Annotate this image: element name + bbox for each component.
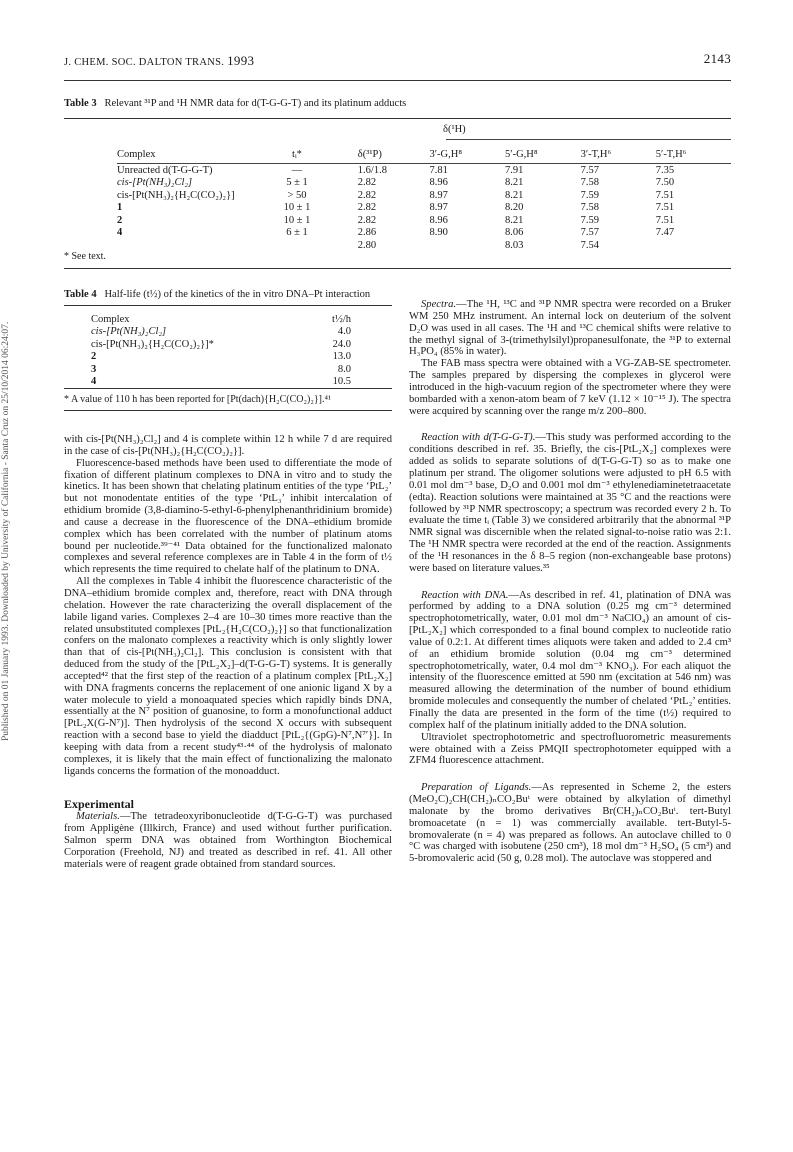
paragraph: All the complexes in Table 4 inhibit the fluorescence characteristic of the DNA–ethidium bromide complex and, therefore, react with DNA through chelation. However the rate characterizing the overall displacement of the labile ligand varies. Complexes 2–4 are 10–30 times more reactive than the related unsubstituted complexes [PtL₂{H₂C(CO₂)₂}] so that functionalization confers on the malonato complexes a reactivity which is only slightly lower than that of cis-[Pt(NH₃)₂Cl₂]. This conclusion is consistent with that deduced from the study of the [PtL₂X₂]–d(T-G-G-T) systems. It is generally accepted⁴² that the first step of the reaction of a platinum complex [PtL₂X₂] with DNA fragments concerns the replacement of one anionic ligand X by a water molecule to yield a monoaquated species which rapidly binds DNA, essentially at the N⁷ position of guanosine, to form a monofunctional adduct [PtL₂X(G-N⁷)]. Then hydrolysis of the second X occurs with subsequent reaction with a second base to yield the diadduct [PtL₂{(GpG)-N⁷,N⁷′}]. In keeping with data from a recent study⁴³·⁴⁴ of the hydrolysis of malonato complexes, it is likely that the main effect of functionalizing the malonato ligands concerns the formation of the monoadduct. bbox=[64, 576, 392, 777]
paragraph: Fluorescence-based methods have been used to differentiate the mode of fixation of different platinum complexes to DNA in vitro and to study the kinetics. It has been shown that chelating platinum entities of the type ‘PtL₂’ but not monodentate entities of the type ‘PtL₃’ inhibit intercalation of ethidium bromide (3,8-diamino-5-ethyl-6-phenylphenanthridinium bromide) and cause a decrease in the fluorescence of the DNA–ethidium bromide complex which has been correlated with the number of platinum atoms bound per nucleotide.³⁹⁻⁴¹ Data obtained for the functionalized malonato complexes and several reference complexes are in Table 4 in the form of t½ which represents the time required to chelate half of the platinum to DNA. bbox=[64, 457, 392, 576]
table4-footnote: * A value of 110 h has been reported for [Pt(dach){H₂C(CO₂)₂}].⁴¹ bbox=[64, 394, 331, 405]
table-row: cis-[Pt(NH₃)₂{H₂C(CO₂)₂}] > 50 2.82 8.97 8.21 7.59 7.51 bbox=[117, 189, 675, 201]
table4-top-rule bbox=[64, 305, 392, 306]
table-row: 2 13.0 bbox=[91, 351, 351, 363]
section-heading-experimental: Experimental bbox=[64, 797, 134, 812]
table-row: 3 8.0 bbox=[91, 363, 351, 375]
paragraph-fab: The FAB mass spectra were obtained with a VG-ZAB-SE spectrometer. The samples prepared by dispersing the complexes in glycerol were introduced in the high-vacuum region of the spectrometer where they were bombarded with a xenon-atom beam of 7 keV (1.12 × 10⁻¹⁵ J). The spectra were acquired by scanning over the range m/z 200–800. bbox=[409, 358, 731, 417]
table3-bottom-rule bbox=[64, 268, 731, 269]
table3-caption: Table 3 Relevant ³¹P and ¹H NMR data for d(T-G-G-T) and its platinum adducts bbox=[64, 98, 407, 109]
table-row: 2.80 8.03 7.54 bbox=[357, 239, 599, 251]
table-header-row: Complex tᵢ* δ(³¹P) 3′-G,H⁸ 5′-G,H⁸ 3′-T,H⁶ 5′-T,H⁶ bbox=[117, 149, 687, 160]
table-row: cis-[Pt(NH₃)₂Cl₂] 4.0 bbox=[91, 326, 351, 338]
table4-footnote-rule bbox=[64, 410, 392, 411]
download-watermark: Published on 01 January 1993. Downloaded by University of California - Santa Cruz on 25/10/2014 06:24:07. bbox=[1, 321, 11, 741]
table-row: 4 10.5 bbox=[91, 375, 351, 387]
table4-caption: Table 4 Half-life (t½) of the kinetics of the in vitro DNA–Pt interaction bbox=[64, 289, 371, 300]
paragraph-ligands: Preparation of Ligands.—As represented in Scheme 2, the esters (MeO₂C)₂CH(CH₂)ₙCO₂Buᵗ were obtained by alkylation of dimethyl malonate by the bromo derivatives Br(CH₂)ₙCO₂Buᵗ. tert-Butyl bromoacetate (n = 1) was commercially available. tert-Butyl-5-bromovalerate (n = 4) was prepared as follows. An autoclave chilled to 0 °C was charged with isobutene (250 cm³), 18 mol dm⁻³ H₂SO₄ (5 cm³) and 5-bromovaleric acid (50 g, 0.28 mol). The autoclave was stoppered and bbox=[409, 782, 731, 865]
journal-year: 1993 bbox=[227, 53, 255, 68]
table-row: cis-[Pt(NH₃)₂Cl₂] 5 ± 1 2.82 8.96 8.21 7.58 7.50 bbox=[117, 177, 675, 188]
table3-top-rule bbox=[64, 118, 731, 119]
table3-header-rule bbox=[117, 163, 731, 164]
table-row: cis-[Pt(NH₃)₂{H₂C(CO₂)₂}]* 24.0 bbox=[91, 338, 351, 350]
table3-grid bbox=[117, 149, 731, 252]
paragraph-reaction-dtggt: Reaction with d(T-G-G-T).—This study was performed according to the conditions described in ref. 35. Briefly, the cis-[PtL₂X₂] complexes were added as solids to separate solutions of d(T-G-G-T) so as to make one platinum per strand. The oligomer solutions were adjusted to pH 6.5 with 0.01 mol dm⁻³ base, D₂O and 0.001 mol dm⁻³ ethylenediaminetetraacetate (edta). Reaction solutions were maintained at 35 °C and the reactions were followed by ³¹P NMR spectroscopy; a spectrum was recorded every 2 h. To evaluate the time tᵢ (Table 3) we considered arbitrarily that the abnormal ³¹P NMR signal was discernible when the related signal-to-noise ratio was 2:1. The ¹H NMR spectra were recorded at the end of the reaction. Assignments of the ¹H resonances in the δ 8–5 region (non-exchangeable base protons) were based on literature values.³⁵ bbox=[409, 432, 731, 574]
left-column bbox=[64, 434, 392, 871]
paragraph-spectra: Spectra.—The ¹H, ¹³C and ³¹P NMR spectra were recorded on a Bruker WM 250 MHz instrument. An internal lock on deuterium of the solvent D₂O was used in all cases. The ¹H and ¹³C chemical shifts were relative to the methyl signal of 3-(trimethylsilyl)propanesulfonate, the ³¹P to external H₃PO₄ (85% in water). bbox=[409, 299, 731, 358]
table-row: 4 6 ± 1 2.86 8.90 8.06 7.57 7.47 bbox=[117, 227, 675, 238]
table-row: 1 10 ± 1 2.82 8.97 8.20 7.58 7.51 bbox=[117, 202, 675, 213]
journal-name: J. CHEM. SOC. DALTON TRANS. 1993 bbox=[64, 53, 255, 68]
table4-bottom-rule bbox=[64, 388, 392, 389]
running-header bbox=[64, 51, 731, 69]
table3-delta-h-label: δ(¹H) bbox=[443, 124, 466, 135]
header-rule bbox=[64, 80, 731, 81]
paragraph-uv: Ultraviolet spectrophotometric and spectrofluorometric measurements were obtained with a Zeiss PMQII spectrophotometer equipped with a ZFM4 fluorescence attachment. bbox=[409, 731, 731, 767]
paragraph-materials: Materials.—The tetradeoxyribonucleotide d(T-G-G-T) was purchased from Appligène (Illkirch, France) and used without further purification. Salmon sperm DNA was obtained from Worthington Biochemical Corporation (Freehold, NJ) and treated as described in ref. 41. All other materials were of reagent grade obtained from standard sources. bbox=[64, 811, 392, 870]
table4-grid bbox=[91, 314, 351, 388]
paragraph: with cis-[Pt(NH₃)₂Cl₂] and 4 is complete within 12 h while 7 d are required in the case of cis-[Pt(NH₃)₂{H₂C(CO₂)₂}]. bbox=[64, 434, 392, 457]
right-column bbox=[409, 299, 731, 865]
paragraph-reaction-dna: Reaction with DNA.—As described in ref. 41, platination of DNA was performed by adding to a DNA solution (0.25 mg cm⁻³ determined spectrophotometrically, water, 0.01 mol dm⁻³ NaClO₄) an amount of cis-[PtL₂X₂] which corresponded to a final bound complex to nucleotide ratio value of 0.2:1. At different times aliquots were taken and added to 2.4 cm³ of an ethidium bromide solution (0.04 mg cm⁻³ determined spectrophotometrically, water, 0.4 mol dm⁻³ KNO₃). For each aliquot the intensity of the fluorescence emitted at 590 nm (excitation at 546 nm) was measured allowing the determination of the number of bound ethidium bromide molecules and consequently the number of chelated ‘PtL₂’ entities. Finally the data are presented in the form of the time (t½) required to complex half of the platinum initially added to the DNA solution. bbox=[409, 589, 731, 731]
table-row: Unreacted d(T-G-G-T) — 1.6/1.8 7.81 7.91 7.57 7.35 bbox=[117, 164, 675, 176]
table-row: 2 10 ± 1 2.82 8.96 8.21 7.59 7.51 bbox=[117, 214, 675, 226]
page-number: 2143 bbox=[703, 51, 731, 66]
table3-footnote: * See text. bbox=[64, 251, 106, 262]
table-header-row: Complex t½/h bbox=[91, 314, 351, 325]
table3-spanner-rule bbox=[446, 139, 731, 140]
